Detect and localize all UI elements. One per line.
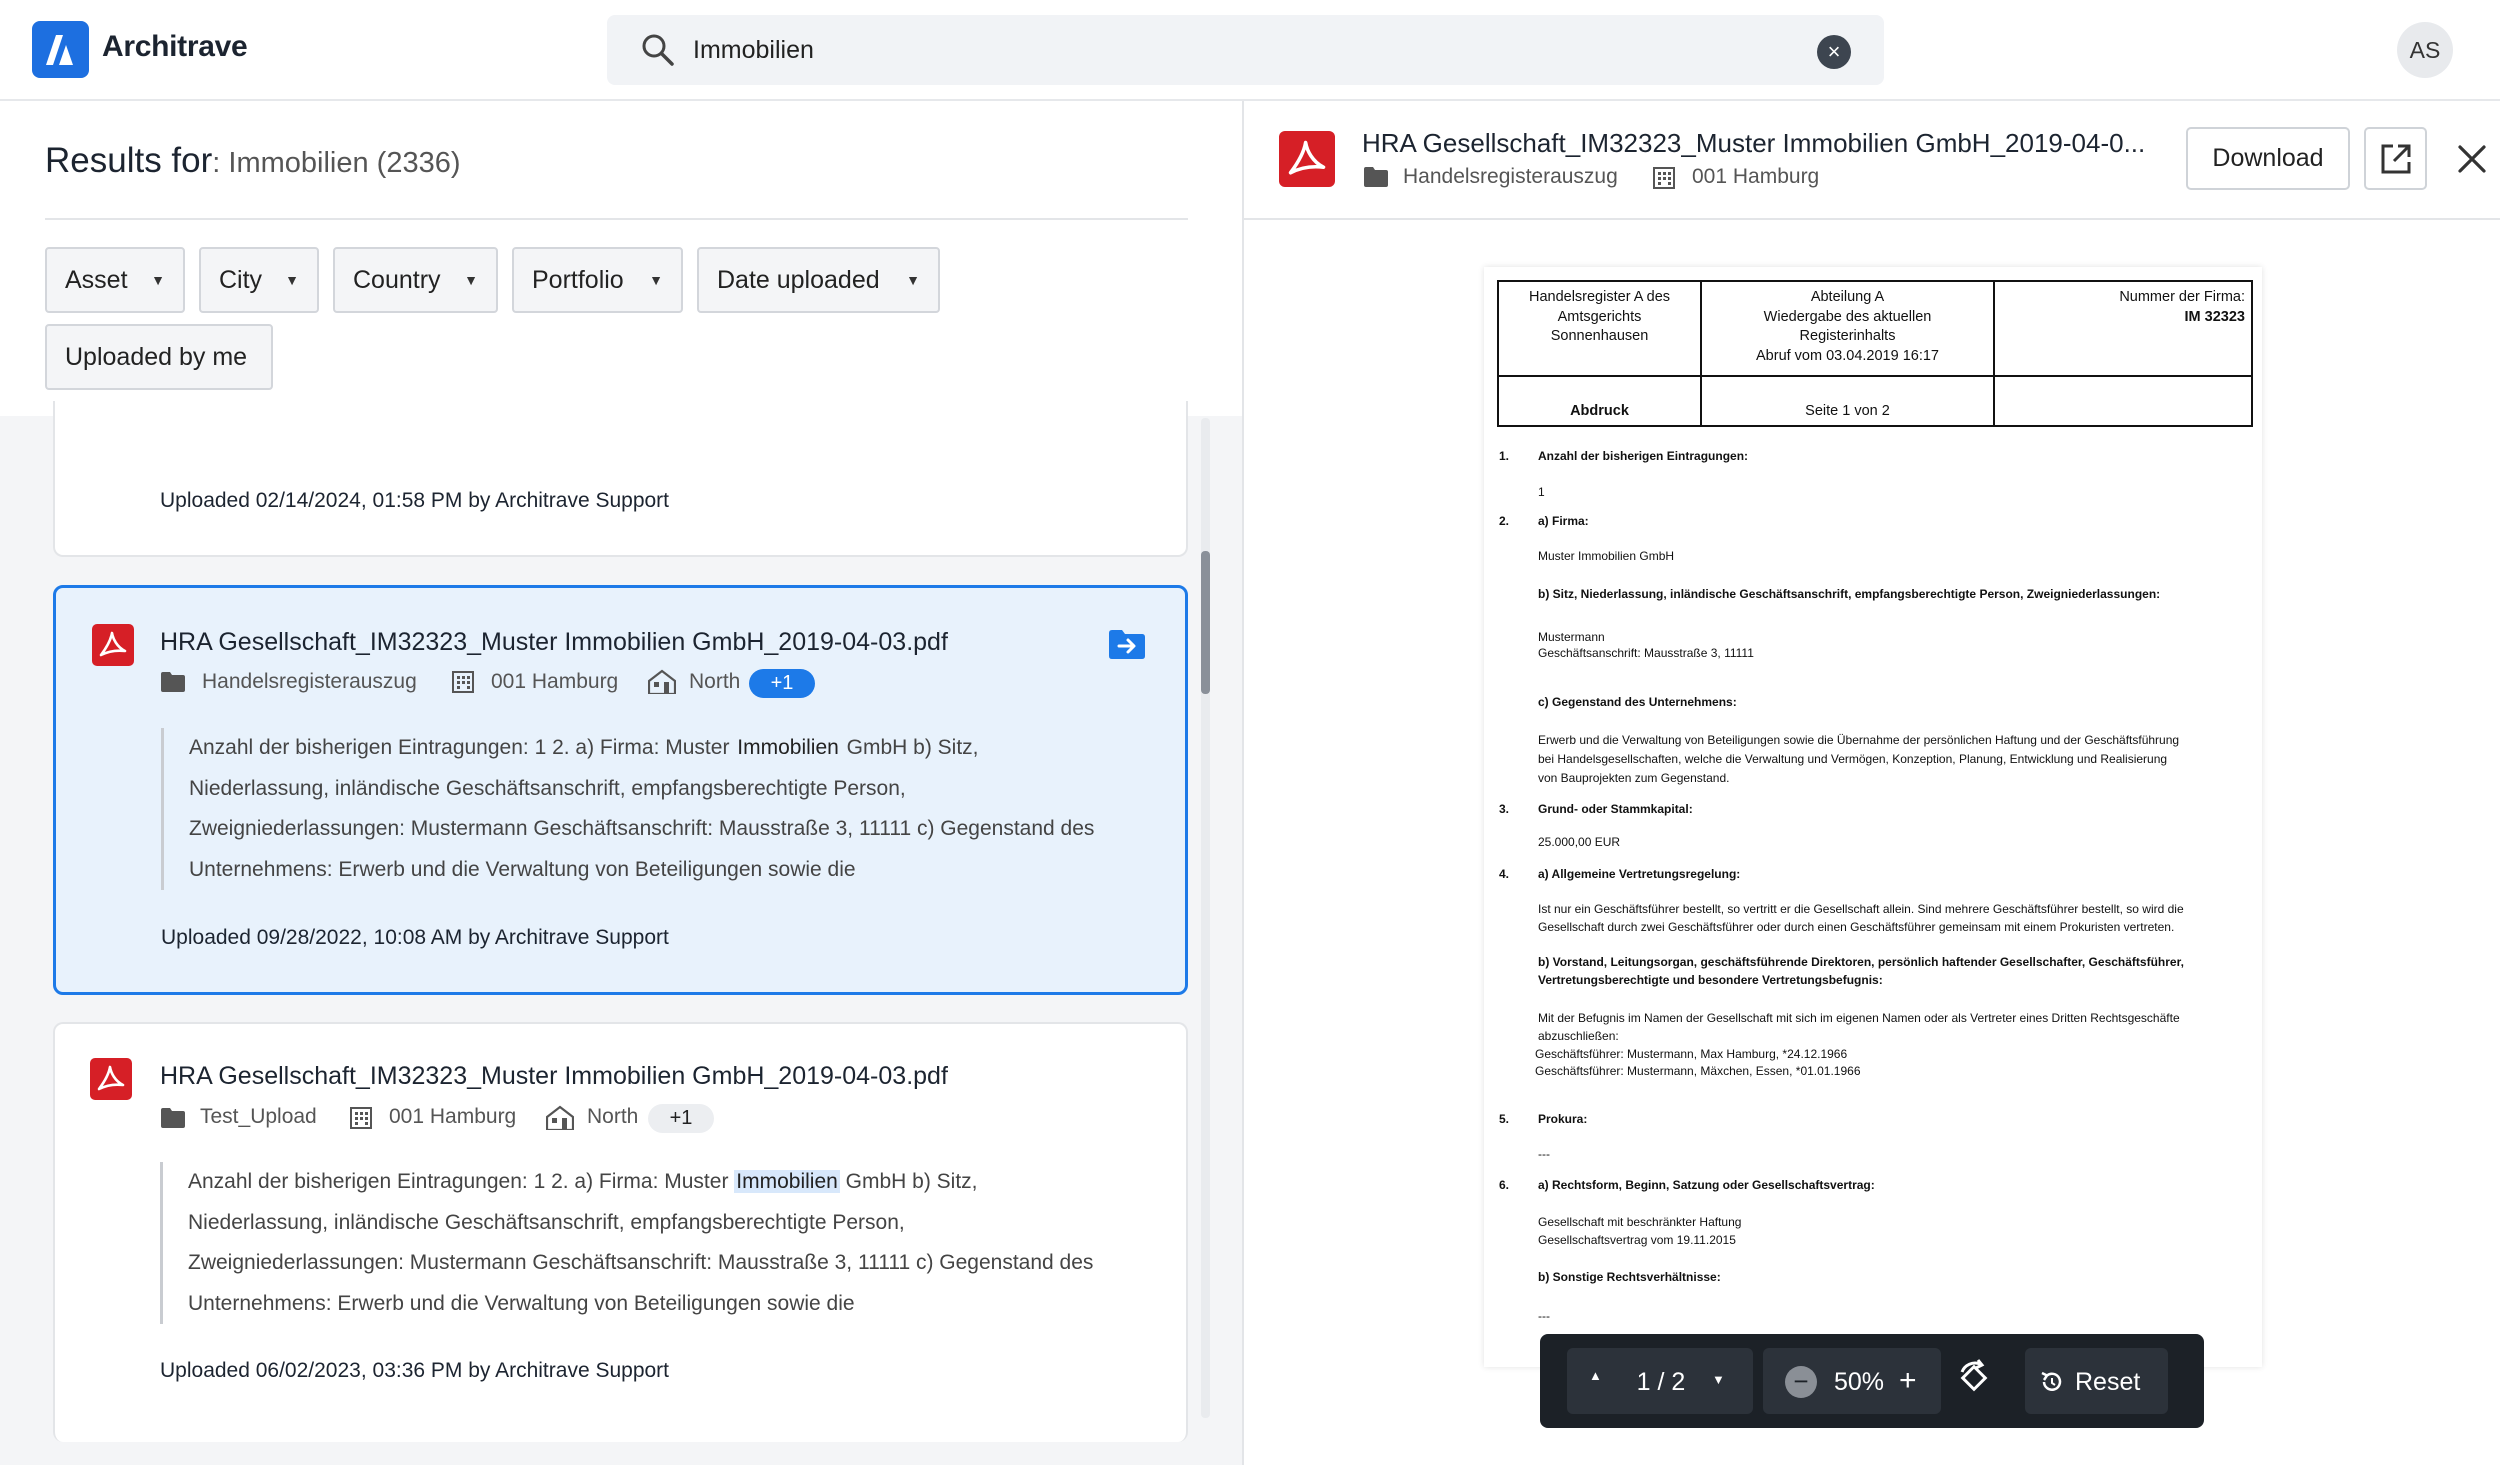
section-text: Geschäftsführer: Mustermann, Max Hamburg, *24.12.1966 [1535,1047,1848,1061]
section-text: Mustermann [1538,630,1605,644]
document-viewer[interactable] [1244,222,2500,1465]
filter-uploaded-by-me-label: Uploaded by me [65,343,248,371]
cell-line: Sonnenhausen [1550,328,1649,344]
snippet-line: Zweigniederlassungen: Mustermann Geschäftsanschrift: Mausstraße 3, 11111 c) Gegenstand des [188,1251,1094,1274]
cell-line: Handelsregister A des [1528,289,1671,305]
section-text: Gesellschaftsvertrag vom 19.11.2015 [1538,1233,1736,1247]
result-card-selected[interactable] [53,585,1188,995]
app-name[interactable]: Architrave [102,30,248,63]
caret-down-icon: ▼ [906,272,920,288]
region-name: North [689,670,741,693]
cell-line: Abruf vom 03.04.2019 16:17 [1756,347,1939,364]
pdf-icon [90,1058,132,1100]
caret-down-icon: ▼ [649,272,663,288]
cell-line: IM 32323 [2184,308,2245,325]
user-avatar[interactable]: AS [2397,22,2453,78]
results-header [0,101,1242,416]
snippet-line: Unternehmens: Erwerb und die Verwaltung von Beteiligungen sowie die [189,857,856,881]
section-heading: b) Sitz, Niederlassung, inländische Geschäftsanschrift, empfangsberechtigte Person, Zweigniederlassungen: [1538,587,2161,601]
zoom-in-icon[interactable]: + [1899,1364,1917,1397]
reset-button[interactable] [2025,1348,2168,1414]
snippet-text: GmbH b) Sitz, [840,736,979,759]
results-query-count: : Immobilien (2336) [212,147,461,179]
reset-icon [2039,1369,2065,1395]
filter-portfolio-label: Portfolio [532,266,624,294]
filter-date-uploaded-label: Date uploaded [717,266,880,294]
page-indicator: 1 / 2 [1636,1368,1686,1396]
section-number: 2. [1499,514,1510,528]
search-input[interactable] [693,15,1743,85]
snippet-line: Niederlassung, inländische Geschäftsanschrift, empfangsberechtigte Person, [189,776,906,800]
snippet-line [188,1162,1160,1203]
zoom-out-icon[interactable]: − [1785,1366,1817,1398]
document-title[interactable]: HRA Gesellschaft_IM32323_Muster Immobilien GmbH_2019-04-03.pdf [160,1062,948,1090]
section-heading: b) Vorstand, Leitungsorgan, geschäftsführende Direktoren, persönlich haftender Gesellschafter, Geschäftsführer, [1538,955,2184,969]
section-text: Erwerb und die Verwaltung von Beteiligungen sowie die Übernahme der persönlichen Haftung und der Geschäftsführung [1538,733,2180,747]
snippet-line: Zweigniederlassungen: Mustermann Geschäftsanschrift: Mausstraße 3, 11111 c) Gegenstand des [189,817,1095,840]
viewer-toolbar [1540,1334,2204,1428]
section-text: abzuschließen: [1538,1029,1619,1043]
more-tags-badge[interactable]: +1 [749,669,815,698]
cell-line: Wiedergabe des aktuellen [1763,308,1932,325]
region-icon [546,1105,574,1130]
section-text: Gesellschaft mit beschränkter Haftung [1538,1215,1742,1229]
folder-icon [161,1108,185,1128]
building-icon [1652,166,1676,190]
section-heading: b) Sonstige Rechtsverhältnisse: [1538,1270,1721,1284]
section-heading: Vertretungsberechtigte und besondere Vertretungsbefugnis: [1538,973,1883,987]
filter-date-uploaded[interactable] [697,247,940,313]
region-name: North [587,1105,639,1128]
results-label: Results for [45,141,213,180]
preview-panel [1244,101,2500,1465]
preview-document-title: HRA Gesellschaft_IM32323_Muster Immobilien GmbH_2019-04-0... [1362,128,2146,158]
result-card[interactable] [53,1022,1188,1442]
section-text: Muster Immobilien GmbH [1538,549,1675,563]
top-bar [0,0,2500,101]
snippet-text: GmbH b) Sitz, [839,1170,978,1193]
folder-icon [161,672,185,692]
zoom-level: 50% [1833,1368,1885,1396]
section-number: 3. [1499,802,1510,816]
building-icon [349,1106,373,1130]
page-label: Seite 1 von 2 [1805,403,1890,419]
document-title[interactable]: HRA Gesellschaft_IM32323_Muster Immobilien GmbH_2019-04-03.pdf [160,628,948,656]
building-name: 001 Hamburg [389,1105,517,1128]
more-tags-badge[interactable]: +1 [648,1104,714,1133]
divider [45,218,1188,220]
section-number: 1. [1499,449,1510,463]
section-text: Ist nur ein Geschäftsführer bestellt, so vertritt er die Gesellschaft allein. Sind mehrere Geschäftsführer bestellt, so wird die [1538,902,2184,916]
print-label: Abdruck [1570,403,1629,419]
section-heading: Grund- oder Stammkapital: [1538,802,1693,816]
text-snippet [161,728,1161,890]
section-heading: Prokura: [1538,1112,1588,1126]
section-heading: Anzahl der bisherigen Eintragungen: [1538,449,1749,463]
highlighted-term: Immobilien [737,736,839,759]
preview-header [1244,101,2500,220]
section-text: Geschäftsanschrift: Mausstraße 3, 11111 [1538,646,1754,660]
page-navigation [1567,1348,1753,1414]
document-header-table [1497,280,2253,427]
section-number: 4. [1499,867,1510,881]
cell-line: Registerinhalts [1799,328,1896,344]
section-text: von Bauprojekten zum Gegenstand. [1538,771,1730,785]
filter-city-label: City [219,266,263,294]
results-panel [0,101,1244,1465]
filter-asset-label: Asset [65,266,128,294]
reset-label: Reset [2075,1368,2141,1396]
folder-name: Handelsregisterauszug [202,670,417,693]
section-text: --- [1538,1309,1550,1323]
zoom-controls [1763,1348,1941,1414]
section-heading: a) Allgemeine Vertretungsregelung: [1538,867,1741,881]
section-text: Gesellschaft durch zwei Geschäftsführer oder durch einen Geschäftsführer gemeinsam mit einem Prokuristen vertreten. [1538,920,2175,934]
folder-icon [1364,167,1388,187]
section-text: 25.000,00 EUR [1538,835,1621,849]
document-page [1484,267,2262,1367]
cell-line: Nummer der Firma: [2119,289,2245,305]
clear-search-icon[interactable]: × [1817,35,1851,69]
snippet-text: Anzahl der bisherigen Eintragungen: 1 2. a) Firma: Muster [189,736,736,759]
caret-down-icon: ▼ [285,272,299,288]
section-text: 1 [1538,485,1545,499]
snippet-text: Anzahl der bisherigen Eintragungen: 1 2. a) Firma: Muster [188,1170,735,1193]
preview-folder-name: Handelsregisterauszug [1403,165,1618,188]
upload-info: Uploaded 09/28/2022, 10:08 AM by Architrave Support [161,926,669,949]
caret-down-icon: ▼ [151,272,165,288]
filter-uploaded-by-me[interactable] [45,324,273,390]
move-to-folder-icon[interactable] [1109,630,1145,659]
search-bar[interactable] [607,15,1884,85]
scrollbar-thumb[interactable] [1201,551,1210,694]
department-cell [1702,288,1993,366]
folder-name: Test_Upload [200,1105,317,1128]
snippet-line: Unternehmens: Erwerb und die Verwaltung von Beteiligungen sowie die [188,1291,855,1315]
snippet-line [189,728,1161,769]
section-text: bei Handelsgesellschaften, welche die Verwaltung und Vermögen, Konzeption, Planung, Entwicklung und Realisierung [1538,752,2168,766]
previous-page-icon[interactable]: ▲ [1589,1368,1602,1383]
section-heading: c) Gegenstand des Unternehmens: [1538,695,1737,709]
results-title [45,141,461,181]
download-button[interactable]: Download [2186,127,2350,190]
architrave-logo-icon[interactable] [32,21,89,78]
region-icon [648,669,676,694]
result-card[interactable] [53,401,1188,557]
filter-country-label: Country [353,266,441,294]
external-link-icon [2379,142,2413,176]
company-number-cell [1995,288,2245,327]
filter-portfolio[interactable] [512,247,683,313]
text-snippet [160,1162,1160,1324]
section-text: Mit der Befugnis im Namen der Gesellschaft mit sich im eigenen Namen oder als Vertreter eines Dritten Rechtsgeschäfte [1538,1011,2180,1025]
cell-line: Amtsgerichts [1557,308,1642,325]
close-icon[interactable] [2454,141,2490,177]
preview-building-name: 001 Hamburg [1692,165,1820,188]
section-text: Geschäftsführer: Mustermann, Mäxchen, Essen, *01.01.1966 [1535,1064,1861,1078]
next-page-icon[interactable]: ▼ [1712,1372,1725,1387]
pdf-icon [92,624,134,666]
section-heading: a) Firma: [1538,514,1589,528]
search-icon [640,32,676,68]
section-text: --- [1538,1147,1550,1161]
open-in-new-window-button[interactable] [2364,127,2427,190]
rotate-icon[interactable] [1951,1358,1997,1404]
caret-down-icon: ▼ [464,272,478,288]
filter-country[interactable] [333,247,498,313]
building-icon [451,670,475,694]
upload-info: Uploaded 06/02/2023, 03:36 PM by Architrave Support [160,1359,670,1382]
cell-line: Abteilung A [1810,289,1885,305]
upload-info: Uploaded 02/14/2024, 01:58 PM by Architrave Support [160,489,670,512]
section-number: 5. [1499,1112,1510,1126]
filter-city[interactable] [199,247,319,313]
snippet-line: Niederlassung, inländische Geschäftsanschrift, empfangsberechtigte Person, [188,1210,905,1234]
pdf-icon [1279,131,1335,187]
building-name: 001 Hamburg [491,670,619,693]
section-heading: a) Rechtsform, Beginn, Satzung oder Gesellschaftsvertrag: [1538,1178,1875,1192]
register-court-cell [1499,288,1700,347]
section-number: 6. [1499,1178,1510,1192]
highlighted-term: Immobilien [736,1170,838,1193]
filter-asset[interactable] [45,247,185,313]
